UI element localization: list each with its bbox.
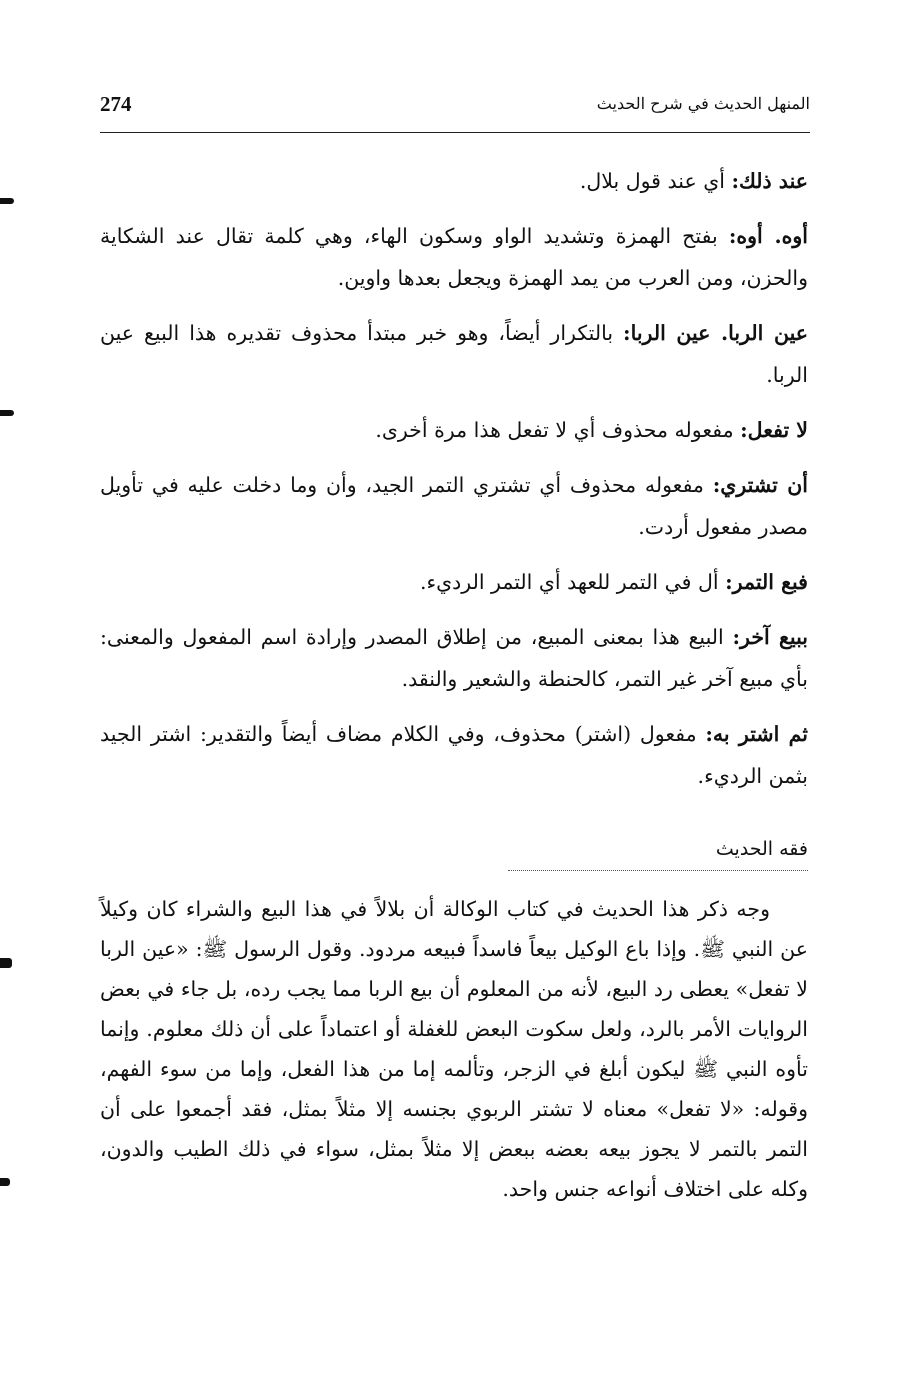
section-heading: فقه الحديث — [508, 832, 808, 871]
gloss-term: عين الربا. عين الربا: — [623, 321, 808, 345]
gloss-text: بفتح الهمزة وتشديد الواو وسكون الهاء، وهي كلمة تقال عند الشكاية والحزن، ومن العرب من يمد الهمزة ويجعل بعدها واوين. — [100, 224, 808, 290]
gloss-text: البيع هذا بمعنى المبيع، من إطلاق المصدر وإرادة اسم المفعول والمعنى: بأي مبيع آخر غير التمر، كالحنطة والشعير والنقد. — [100, 625, 808, 691]
gloss-entry — [100, 464, 808, 548]
gloss-term: ثم اشتر به: — [705, 722, 808, 746]
gloss-text: بالتكرار أيضاً، وهو خبر مبتدأ محذوف تقديره هذا البيع عين الربا. — [100, 321, 808, 387]
margin-mark — [0, 198, 14, 204]
page-body — [100, 160, 808, 1209]
margin-mark — [0, 1178, 10, 1186]
margin-mark — [0, 410, 14, 416]
gloss-text: أي عند قول بلال. — [579, 169, 732, 193]
section-paragraph: وجه ذكر هذا الحديث في كتاب الوكالة أن بلالاً في هذا البيع والشراء كان وكيلاً عن النبي ﷺ. وإذا باع الوكيل بيعاً فاسداً فبيعه مردود. وقول الرسول ﷺ: «عين الربا لا تفعل» يعطى رد البيع، لأنه من المعلوم أن بيع الربا مما يجب رده، بل جاء في بعض الروايات الأمر بالرد، ولعل سكوت البعض للغفلة أو اعتماداً على أن ذلك معلوم. وإنما تأوه النبي ﷺ ليكون أبلغ في الزجر، وتألمه إما من هذا الفعل، وإما من سوء الفهم، وقوله: «لا تفعل» معناه لا تشتر الربوي بجنسه إلا مثلاً بمثل، فقد أجمعوا على أن التمر بالتمر لا يجوز بيعه بعضه ببعض إلا مثلاً بمثل، سواء في ذلك الطيب والدون، وكله على اختلاف أنواعه جنس واحد. — [100, 897, 808, 1201]
gloss-entry — [100, 215, 808, 299]
page-number: 274 — [100, 92, 132, 116]
gloss-term: ببيع آخر: — [732, 625, 808, 649]
gloss-term: فبع التمر: — [725, 570, 808, 594]
gloss-text: أل في التمر للعهد أي التمر الرديء. — [419, 570, 726, 594]
gloss-term: أوه. أوه: — [728, 224, 808, 248]
gloss-entry — [100, 160, 808, 202]
margin-mark — [0, 958, 12, 968]
gloss-entry — [100, 561, 808, 603]
page-header — [100, 92, 810, 133]
gloss-text: مفعوله محذوف أي لا تفعل هذا مرة أخرى. — [375, 418, 741, 442]
gloss-entry — [100, 312, 808, 396]
gloss-term: أن تشتري: — [712, 473, 808, 497]
gloss-term: لا تفعل: — [740, 418, 808, 442]
gloss-entry — [100, 409, 808, 451]
running-title: المنهل الحديث في شرح الحديث — [596, 94, 810, 113]
gloss-text: مفعول (اشتر) محذوف، وفي الكلام مضاف أيضاً والتقدير: اشتر الجيد بثمن الرديء. — [100, 722, 808, 788]
gloss-entry — [100, 616, 808, 700]
gloss-term: عند ذلك: — [731, 169, 808, 193]
gloss-text: مفعوله محذوف أي تشتري التمر الجيد، وأن وما دخلت عليه في تأويل مصدر مفعول أردت. — [100, 473, 808, 539]
gloss-entry — [100, 713, 808, 797]
